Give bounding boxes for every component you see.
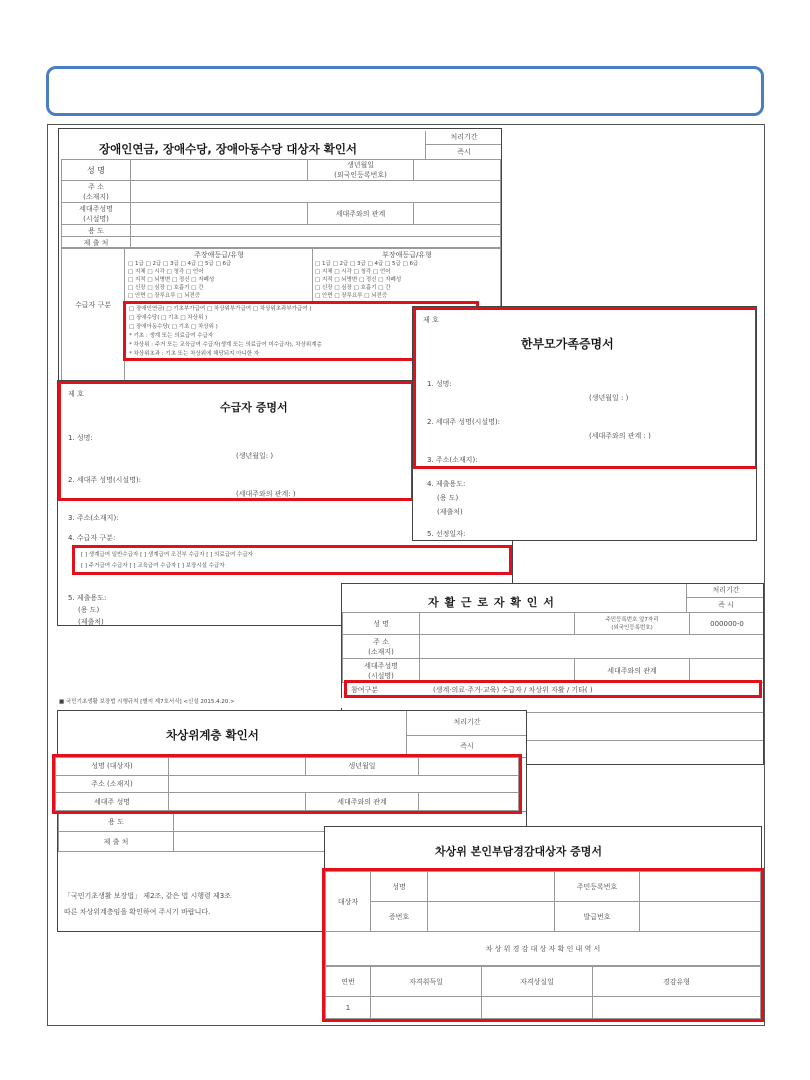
doc2-line-5: 5. 선정일자: (427, 530, 466, 538)
single-parent-family-certificate (412, 306, 757, 541)
doc1-types-sub-2: □ 지적 □ 뇌병변 □ 정신 □ 자폐성 (315, 277, 402, 283)
doc6-table (325, 871, 761, 966)
doc4-id-label: 주민등록번호 앞7자리 (외국인등록번호) (575, 613, 690, 635)
doc6-name-label: 성명 (371, 872, 428, 902)
doc3-line-2: 2. 세대주 성명(시설명): (68, 476, 142, 484)
doc6-rrn-label: 주민등록번호 (555, 872, 640, 902)
doc4-participation-box (344, 680, 762, 698)
doc2-line-1: 1. 성명: (427, 380, 452, 388)
doc5-header-strip (57, 698, 527, 708)
doc1-red-line-6: * 차상위초과 : 기초 또는 차상위에 해당되지 아니한 자 (129, 351, 260, 357)
doc1-grades-sub: □ 1급 □ 2급 □ 3급 □ 4급 □ 5급 □ 6급 (315, 261, 419, 267)
doc1-red-line-3: □ 장애아동수당( □ 기초 □ 차상위 ) (129, 324, 218, 330)
doc5-submit-label: 제 출 처 (59, 832, 174, 852)
doc1-grades-main: □ 1급 □ 2급 □ 3급 □ 4급 □ 5급 □ 6급 (128, 261, 232, 267)
doc2-number: 제 호 (423, 316, 439, 324)
doc6-title: 차상위 본인부담경감대상자 증명서 (435, 845, 603, 858)
doc4-participation-label: 참여구분 (351, 686, 379, 694)
doc1-types-sub-1: □ 지체 □ 시각 □ 청각 □ 언어 (315, 269, 391, 275)
doc1-red-line-2: □ 장애수당( □ 기초 □ 차상위 ) (129, 315, 208, 321)
doc5-title: 차상위계층 확인서 (166, 728, 259, 742)
doc3-line-5: 5. 제출용도: (68, 594, 107, 602)
doc4-period-box (686, 584, 764, 612)
doc3-line-2b: (세대주와의 관계: ) (236, 490, 296, 498)
doc2-line-3: 3. 주소(소재지): (427, 456, 478, 464)
doc1-types-main-1: □ 지체 □ 시각 □ 청각 □ 언어 (128, 269, 204, 275)
doc1-relation-label: 세대주와의 관계 (308, 203, 414, 225)
doc5-table-upper (55, 757, 519, 811)
doc2-line-1b: (생년월일 : ) (589, 394, 629, 402)
doc1-name-label: 성 명 (62, 160, 131, 181)
doc6-issue-no-label: 발급번호 (555, 902, 640, 932)
doc6-history-title: 차 상 위 경 감 대 상 자 확 인 내 역 서 (326, 932, 761, 966)
doc4-householder-label: 세대주성명 (시설명) (343, 659, 420, 683)
doc4-relation-label: 세대주와의 관계 (575, 659, 690, 683)
doc5-relation-label: 세대주와의 관계 (306, 793, 419, 811)
doc4-period-label: 처리기간 (687, 584, 764, 598)
doc6-col-no: 연번 (326, 967, 371, 997)
doc5-usage-label: 용 도 (59, 812, 174, 832)
doc1-recipient-label: 수급자 구분 (74, 301, 112, 309)
doc1-table (61, 159, 501, 249)
doc1-types-sub-4: □ 안면 □ 장루요루 □ 뇌전증 (315, 293, 388, 299)
doc5-header: ■ 국민기초생활 보장법 시행규칙 [별지 제7호서식] <신설 2015.4.20.> (59, 699, 235, 705)
doc1-types-main-2: □ 지적 □ 뇌병변 □ 정신 □ 자폐성 (128, 277, 215, 283)
doc2-line-4: 4. 제출용도: (427, 480, 466, 488)
doc4-participation-value: (생계·의료·주거·교육) 수급자 / 차상위 자활 / 기타( ) (433, 686, 593, 694)
doc5-highlight-box (52, 754, 522, 814)
doc1-usage-label: 용 도 (62, 225, 131, 237)
doc3-line-1b: (생년월일: ) (236, 452, 274, 460)
doc3-number: 제 호 (68, 390, 84, 398)
doc3-line-3: 3. 주소(소재지): (68, 514, 119, 522)
doc3-line-4: 4. 수급자 구분: (68, 534, 116, 542)
doc6-col-loss: 자격상실일 (482, 967, 593, 997)
doc5-address-label: 주소 (소재지) (56, 775, 169, 793)
doc1-main-grade: 주장애등급/유형 (194, 251, 244, 259)
doc1-red-line-5: * 차상위 : 주거 또는 교육급여 수급자(생계 또는 의료급여 미수급자), 차상위계층 (129, 342, 322, 348)
doc3-recipient-box (72, 545, 512, 575)
doc1-sub-grade: 부장애등급/유형 (382, 251, 432, 259)
doc3-recipient-row-1: [ ] 생계급여 일반수급자 [ ] 생계급여 조건부 수급자 [ ] 의료급여 수급자 (81, 552, 253, 558)
doc5-statement-2: 따른 차상위계층임을 확인하여 주시기 바랍니다. (64, 908, 211, 916)
doc1-red-line-1: □ 장애인연금( □ 기초부가급여 □ 차상위부가급여 □ 차상위초과부가급여 ) (129, 306, 312, 312)
doc4-id-value: 000000-0 (690, 613, 765, 635)
doc3-recipient-row-2: [ ] 주거급여 수급자 [ ] 교육급여 수급자 [ ] 보장시설 수급자 (81, 563, 225, 569)
doc1-types-sub-3: □ 신장 □ 심장 □ 호흡기 □ 간 (315, 285, 391, 291)
doc1-red-line-4: * 기초 : 생계 또는 의료급여 수급자 (129, 333, 214, 339)
doc1-householder-label: 세대주성명 (시설명) (62, 203, 131, 225)
doc1-title: 장애인연금, 장애수당, 장애아동수당 대상자 확인서 (99, 142, 358, 156)
doc2-line-4b: (제출처) (437, 508, 463, 516)
doc3-title: 수급자 증명서 (220, 401, 288, 414)
doc2-line-2: 2. 세대주 성명(시설명): (427, 418, 501, 426)
doc1-period-label: 처리기간 (426, 131, 502, 145)
doc2-line-4a: (용 도) (437, 494, 459, 502)
doc1-types-main-4: □ 안면 □ 장루요루 □ 뇌전증 (128, 293, 201, 299)
doc5-birth-label: 생년월일 (306, 758, 419, 776)
doc4-title: 자 활 근 로 자 확 인 서 (428, 596, 555, 609)
doc6-cert-no-label: 증번호 (371, 902, 428, 932)
doc3-line-1: 1. 성명: (68, 434, 93, 442)
doc2-line-2b: (세대주와의 관계 : ) (589, 432, 651, 440)
doc4-period-value: 즉 시 (718, 601, 734, 609)
doc6-col-type: 경감유형 (593, 967, 761, 997)
doc1-address-label: 주 소 (소재지) (62, 181, 131, 203)
doc1-types-main-3: □ 신장 □ 심장 □ 호흡기 □ 간 (128, 285, 204, 291)
doc6-subject-label: 대상자 (326, 872, 371, 932)
doc6-row1-no: 1 (326, 997, 371, 1019)
doc5-householder-label: 세대주 성명 (56, 793, 169, 811)
doc5-statement-1: 「국민기초생활 보장법」 제2조, 같은 법 시행령 제3조 (64, 892, 231, 900)
doc1-period-box (425, 131, 502, 159)
doc2-title: 한부모가족증명서 (521, 337, 614, 351)
doc1-period-value: 즉시 (457, 148, 471, 156)
doc6-history-table (325, 966, 761, 1019)
doc4-table (342, 612, 764, 683)
doc1-birth-label: 생년월일 (외국인등록번호) (308, 160, 414, 181)
doc5-period-value: 즉시 (460, 742, 474, 750)
doc1-submit-label: 제 출 처 (62, 237, 131, 249)
doc2-highlight-box (413, 307, 757, 469)
doc3-line-5b: (제출처) (78, 618, 104, 626)
doc6-highlight-box (322, 868, 764, 1022)
doc3-line-5a: (용 도) (78, 606, 100, 614)
doc5-name-label: 성명 (대상자) (56, 758, 169, 776)
doc5-period-label: 처리기간 (453, 718, 481, 726)
doc4-name-label: 성 명 (343, 613, 420, 635)
title-banner (46, 66, 764, 116)
doc6-col-acquire: 자격취득일 (371, 967, 482, 997)
doc4-address-label: 주 소 (소재지) (343, 635, 420, 659)
